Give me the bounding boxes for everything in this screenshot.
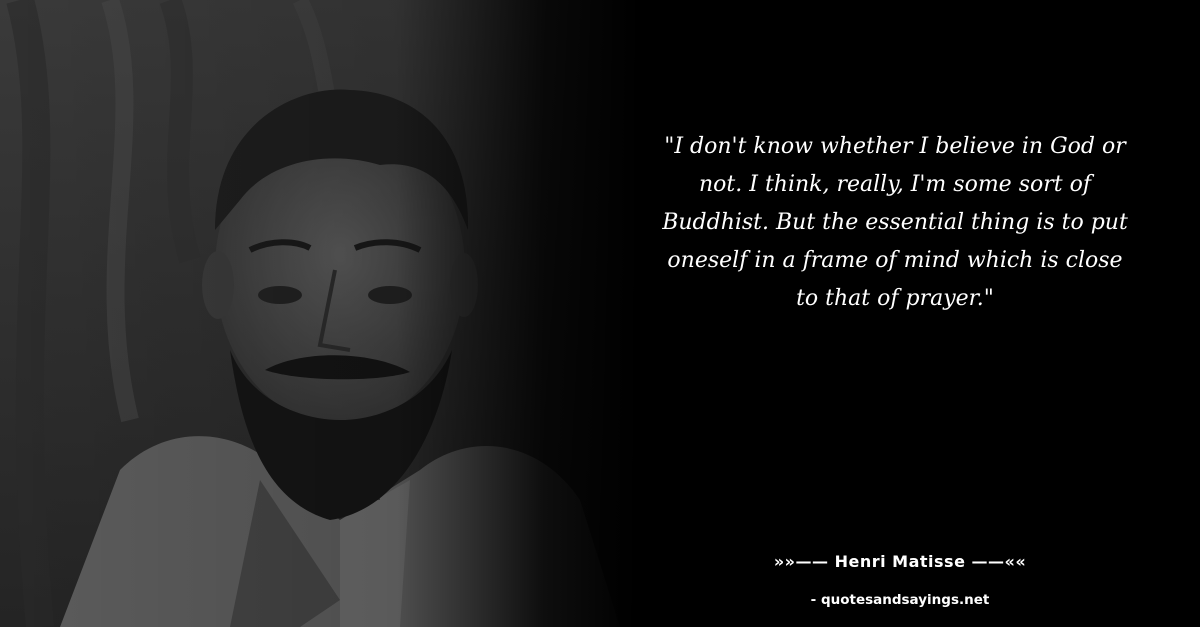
source-credit: - quotesandsayings.net	[810, 592, 990, 608]
quote-text: "I don't know whether I believe in God or not. I think, really, I'm some sort of Buddhist. But the essential thing is to put oneself in a frame of mind which is close to that of prayer."	[662, 134, 1128, 311]
quote-block	[660, 128, 1130, 318]
author-attribution: »»—— Henri Matisse ——««	[773, 552, 1027, 571]
